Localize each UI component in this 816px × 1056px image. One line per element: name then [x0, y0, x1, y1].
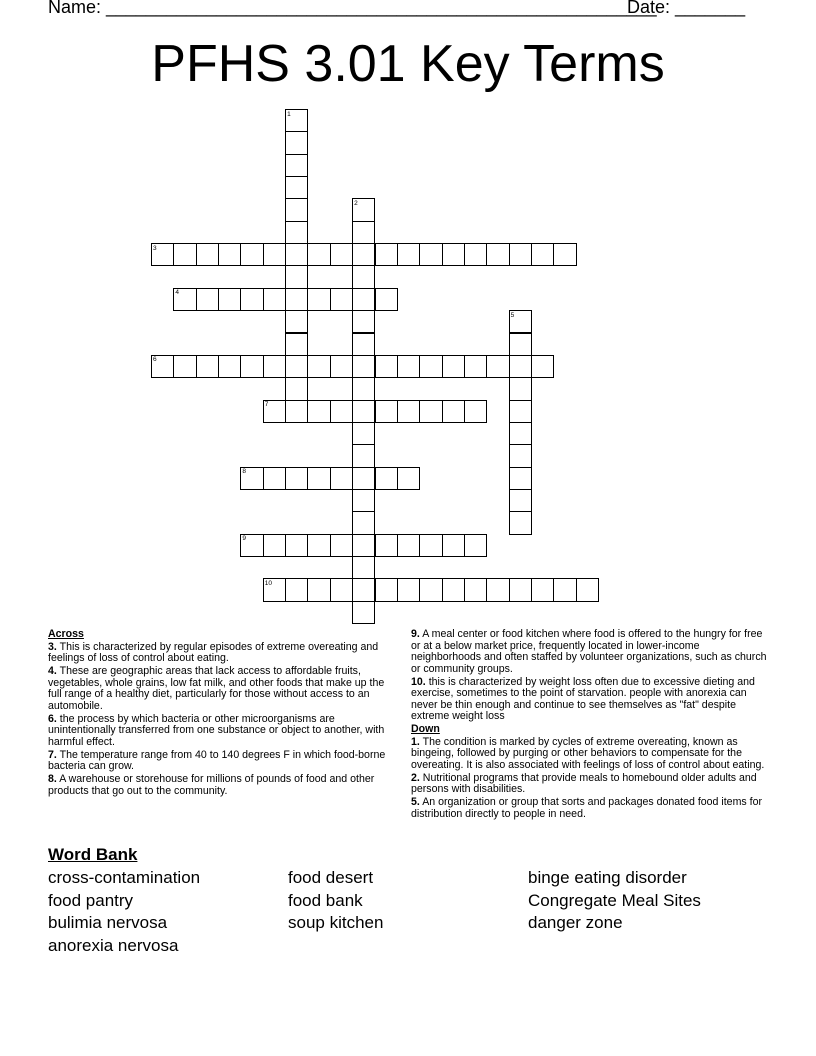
- crossword-cell[interactable]: [509, 578, 532, 601]
- crossword-cell[interactable]: [464, 578, 487, 601]
- crossword-cell[interactable]: [352, 534, 375, 557]
- crossword-cell[interactable]: [218, 355, 241, 378]
- across-clues-column: [48, 629, 400, 799]
- crossword-cell[interactable]: [352, 400, 375, 423]
- crossword-cell[interactable]: [375, 467, 398, 490]
- crossword-cell[interactable]: [285, 310, 308, 333]
- crossword-cell[interactable]: [307, 400, 330, 423]
- crossword-cell[interactable]: [196, 355, 219, 378]
- clue-across-10: 10. this is characterized by weight loss often due to excessive dieting and exercise, sometimes to the point of starvation. people with anorexia can never be thin enough and continue to see themselves as "fat" despite extreme weight loss: [411, 675, 755, 722]
- crossword-cell[interactable]: [330, 534, 353, 557]
- crossword-cell[interactable]: [553, 578, 576, 601]
- crossword-cell[interactable]: [218, 243, 241, 266]
- crossword-cell[interactable]: [285, 198, 308, 221]
- crossword-cell[interactable]: [509, 422, 532, 445]
- crossword-cell[interactable]: [285, 131, 308, 154]
- crossword-cell[interactable]: [464, 400, 487, 423]
- crossword-cell[interactable]: [352, 333, 375, 356]
- clue-number-label: 2: [354, 199, 358, 207]
- crossword-cell[interactable]: [509, 355, 532, 378]
- crossword-cell[interactable]: [442, 534, 465, 557]
- clue-across-6: 6. the process by which bacteria or other microorganisms are unintentionally transferred from one substance or object to another, with harmful effect.: [48, 712, 385, 748]
- clue-number-label: 9: [242, 535, 247, 543]
- crossword-cell[interactable]: [509, 243, 532, 266]
- crossword-cell[interactable]: [352, 221, 375, 244]
- crossword-cell[interactable]: [352, 467, 375, 490]
- clue-number-label: 3: [153, 244, 157, 252]
- crossword-cell[interactable]: [263, 467, 286, 490]
- crossword-cell[interactable]: [263, 534, 286, 557]
- crossword-cell[interactable]: [509, 400, 532, 423]
- down-clues-column: [411, 629, 769, 822]
- crossword-cell[interactable]: [307, 355, 330, 378]
- clue-number-label: 8: [242, 468, 247, 476]
- crossword-cell[interactable]: [464, 534, 487, 557]
- word-bank-word: cross-contamination: [48, 868, 201, 887]
- crossword-cell[interactable]: [330, 355, 353, 378]
- crossword-cell[interactable]: [419, 400, 442, 423]
- word-bank-word: danger zone: [528, 913, 623, 932]
- crossword-cell[interactable]: [263, 288, 286, 311]
- crossword-cell[interactable]: [307, 578, 330, 601]
- word-bank-word: anorexia nervosa: [48, 936, 179, 955]
- crossword-cell[interactable]: [285, 578, 308, 601]
- crossword-cell[interactable]: [352, 422, 375, 445]
- clue-across-4: 4. These are geographic areas that lack access to affordable fruits, vegetables, whole grains, low fat milk, and other foods that make up the full range of a healthy diet, particularly for those without access to an automobile.: [48, 665, 385, 712]
- crossword-cell[interactable]: [442, 355, 465, 378]
- crossword-cell[interactable]: [375, 578, 398, 601]
- crossword-cell[interactable]: [352, 489, 375, 512]
- crossword-cell[interactable]: [486, 243, 509, 266]
- crossword-cell[interactable]: [509, 333, 532, 356]
- crossword-cell[interactable]: [531, 243, 554, 266]
- clue-number-label: 1: [287, 110, 291, 118]
- crossword-cell[interactable]: [375, 534, 398, 557]
- crossword-cell[interactable]: [285, 243, 308, 266]
- crossword-cell[interactable]: [330, 467, 353, 490]
- crossword-cell[interactable]: [375, 355, 398, 378]
- crossword-cell[interactable]: [330, 400, 353, 423]
- crossword-cell[interactable]: [307, 534, 330, 557]
- crossword-cell[interactable]: [397, 243, 420, 266]
- crossword-cell[interactable]: [173, 243, 196, 266]
- crossword-cell[interactable]: [240, 355, 263, 378]
- crossword-cell[interactable]: [419, 243, 442, 266]
- crossword-cell[interactable]: [464, 355, 487, 378]
- crossword-cell[interactable]: [419, 355, 442, 378]
- crossword-cell[interactable]: [352, 288, 375, 311]
- crossword-cell[interactable]: [285, 154, 308, 177]
- crossword-cell[interactable]: [330, 288, 353, 311]
- clue-across-3: 3. This is characterized by regular episodes of extreme overeating and feelings of loss of control about eating.: [48, 640, 379, 664]
- word-bank-title: Word Bank: [48, 845, 138, 864]
- clue-down-1: 1. The condition is marked by cycles of extreme overeating, known as bingeing, followed by purging or other behaviors to compensate for the overeating. It is also associated with feelings of loss of control about eating.: [411, 735, 765, 771]
- crossword-cell[interactable]: [173, 355, 196, 378]
- crossword-cell[interactable]: [419, 534, 442, 557]
- clue-across-8: 8. A warehouse or storehouse for millions of pounds of food and other products that go out to the community.: [48, 773, 375, 797]
- crossword-cell[interactable]: [285, 467, 308, 490]
- crossword-cell[interactable]: [263, 243, 286, 266]
- crossword-cell[interactable]: [307, 288, 330, 311]
- crossword-cell[interactable]: [375, 243, 398, 266]
- clue-number-label: 4: [175, 289, 179, 297]
- crossword-cell[interactable]: [285, 534, 308, 557]
- crossword-cell[interactable]: [509, 489, 532, 512]
- crossword-cell[interactable]: [375, 288, 398, 311]
- word-bank-word: food bank: [288, 891, 363, 910]
- crossword-cell[interactable]: [307, 467, 330, 490]
- clue-down-5: 5. An organization or group that sorts and packages donated food items for distribution directly to people in need.: [411, 796, 763, 820]
- word-bank-word: Congregate Meal Sites: [528, 891, 701, 910]
- crossword-cell[interactable]: [285, 221, 308, 244]
- crossword-cell[interactable]: [397, 467, 420, 490]
- crossword-cell[interactable]: [240, 288, 263, 311]
- crossword-cell[interactable]: [442, 243, 465, 266]
- crossword-cell[interactable]: [509, 444, 532, 467]
- name-line: Name: _______________________________________________________: [48, 0, 657, 17]
- word-bank-word: food pantry: [48, 891, 134, 910]
- page-title: PFHS 3.01 Key Terms: [151, 35, 665, 93]
- crossword-cell[interactable]: [375, 400, 398, 423]
- across-heading: Across: [48, 628, 84, 640]
- word-bank-word: soup kitchen: [288, 913, 384, 932]
- clue-across-7: 7. The temperature range from 40 to 140 degrees F in which food-borne bacteria can grow.: [48, 748, 386, 772]
- clue-number-label: 5: [510, 311, 515, 319]
- crossword-cell[interactable]: [330, 578, 353, 601]
- crossword-cell[interactable]: [285, 265, 308, 288]
- crossword-cell[interactable]: [352, 355, 375, 378]
- crossword-cell[interactable]: [442, 400, 465, 423]
- crossword-cell[interactable]: [509, 377, 532, 400]
- crossword-cell[interactable]: [352, 578, 375, 601]
- crossword-cell[interactable]: [442, 578, 465, 601]
- crossword-cell[interactable]: [285, 400, 308, 423]
- crossword-cell[interactable]: [352, 444, 375, 467]
- crossword-cell[interactable]: [464, 243, 487, 266]
- crossword-cell[interactable]: [330, 243, 353, 266]
- clue-down-2: 2. Nutritional programs that provide meals to homebound older adults and persons with disabilities.: [411, 771, 757, 795]
- crossword-cell[interactable]: [263, 355, 286, 378]
- crossword-cell[interactable]: [196, 288, 219, 311]
- crossword-cell[interactable]: [509, 467, 532, 490]
- crossword-cell[interactable]: [553, 243, 576, 266]
- crossword-cell[interactable]: [352, 243, 375, 266]
- crossword-cell[interactable]: [352, 310, 375, 333]
- crossword-cell[interactable]: [486, 578, 509, 601]
- crossword-cell[interactable]: [352, 377, 375, 400]
- crossword-cell[interactable]: [486, 355, 509, 378]
- crossword-cell[interactable]: [240, 243, 263, 266]
- word-bank-word: food desert: [288, 868, 374, 887]
- date-line: Date: _______: [627, 0, 746, 17]
- crossword-cell[interactable]: [352, 556, 375, 579]
- crossword-cell[interactable]: [397, 400, 420, 423]
- crossword-cell[interactable]: [285, 288, 308, 311]
- crossword-cell[interactable]: [576, 578, 599, 601]
- clue-number-label: 7: [264, 401, 269, 409]
- crossword-cell[interactable]: [352, 511, 375, 534]
- crossword-cell[interactable]: [397, 355, 420, 378]
- crossword-cell[interactable]: [419, 578, 442, 601]
- crossword-cell[interactable]: [307, 243, 330, 266]
- crossword-cell[interactable]: [531, 355, 554, 378]
- crossword-cell[interactable]: [218, 288, 241, 311]
- crossword-cell[interactable]: [196, 243, 219, 266]
- word-bank-word: bulimia nervosa: [48, 913, 168, 932]
- crossword-cell[interactable]: [352, 601, 375, 624]
- clue-across-9: 9. A meal center or food kitchen where food is offered to the hungry for free or at a below market price, frequently located in lower-income neighborhoods and often staffed by volunteer organizations, such as church or community groups.: [411, 628, 767, 675]
- down-heading: Down: [411, 723, 440, 735]
- crossword-cell[interactable]: [285, 377, 308, 400]
- crossword-cell[interactable]: [531, 578, 554, 601]
- crossword-cell[interactable]: [285, 176, 308, 199]
- crossword-cell[interactable]: [352, 265, 375, 288]
- clue-number-label: 10: [264, 579, 272, 587]
- crossword-cell[interactable]: [509, 511, 532, 534]
- crossword-cell[interactable]: [397, 534, 420, 557]
- crossword-cell[interactable]: [285, 333, 308, 356]
- word-bank-word: binge eating disorder: [528, 868, 687, 887]
- crossword-cell[interactable]: [397, 578, 420, 601]
- clue-number-label: 6: [153, 356, 157, 364]
- crossword-cell[interactable]: [285, 355, 308, 378]
